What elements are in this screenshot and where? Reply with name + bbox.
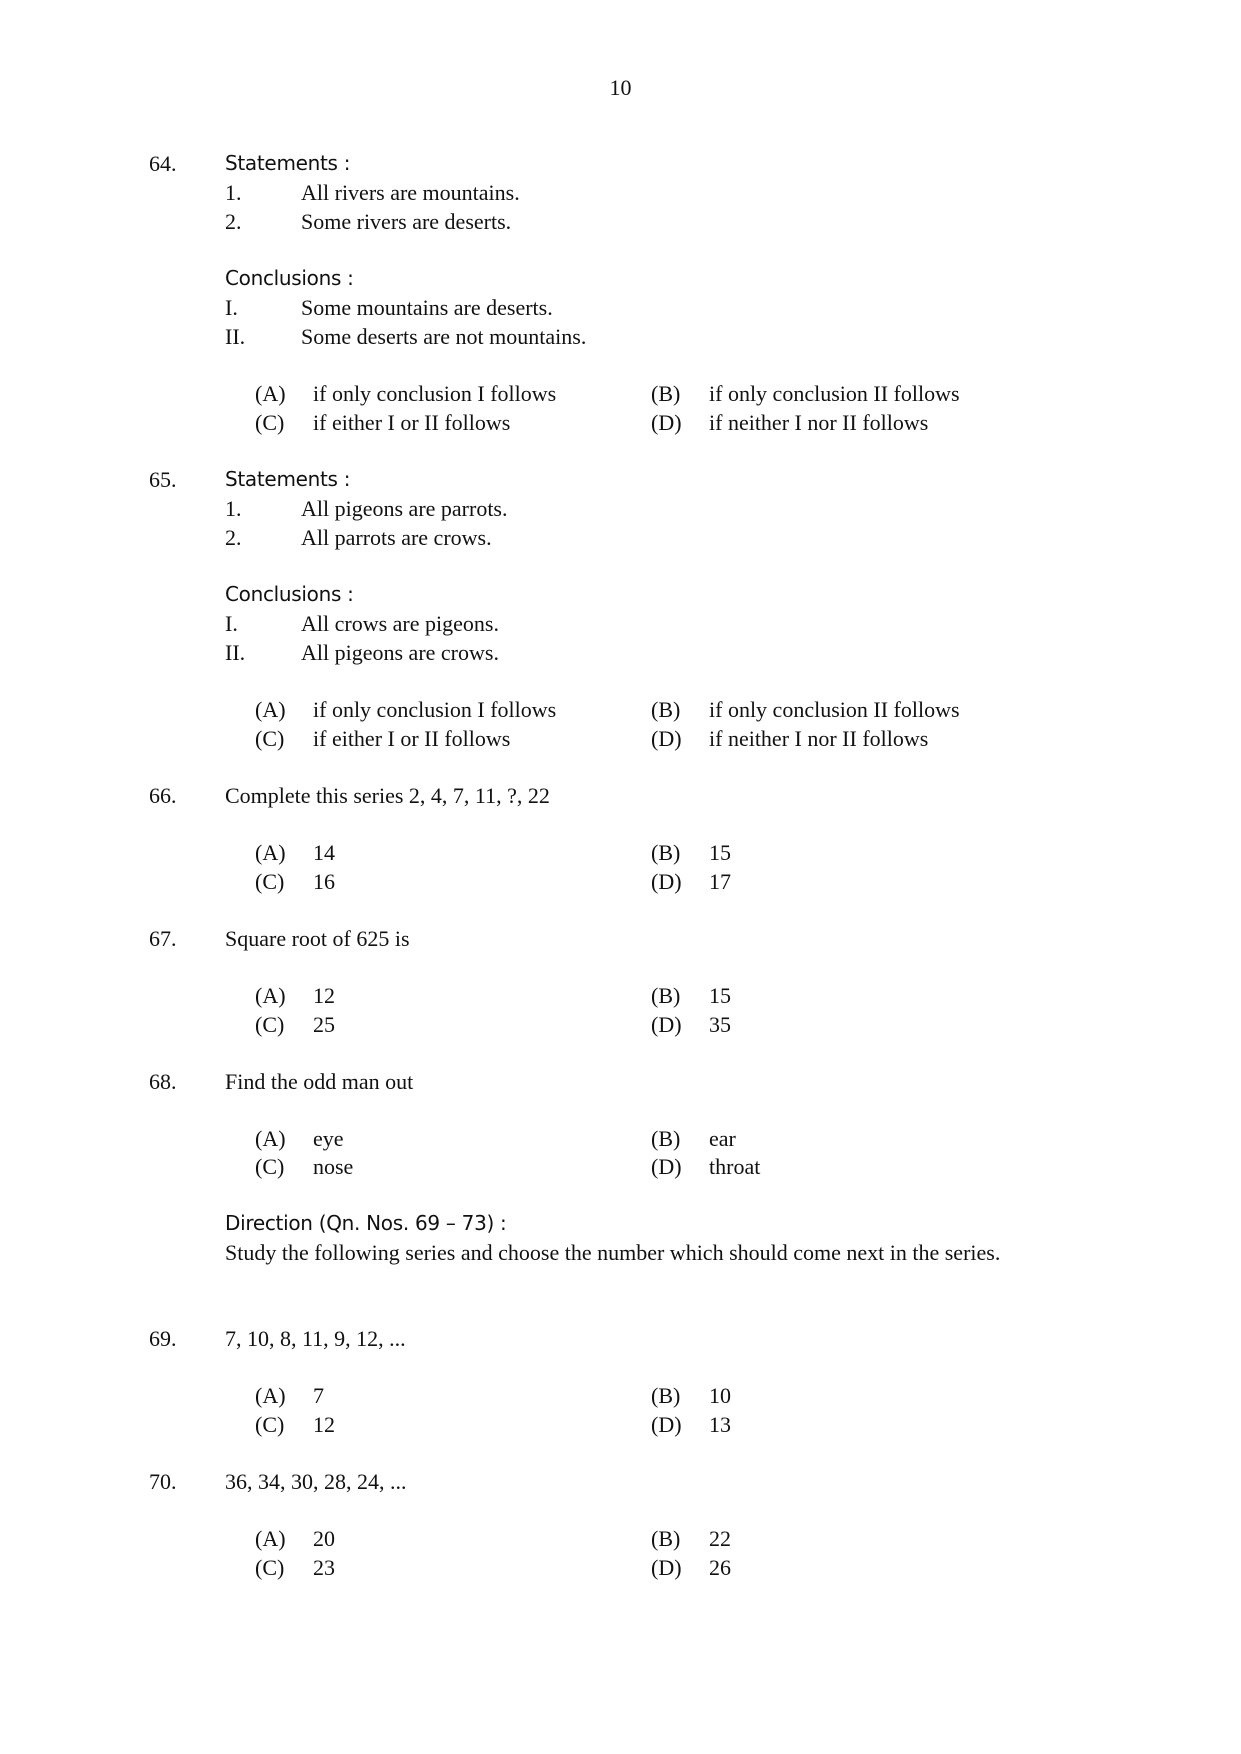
option-letter: (B) <box>651 1526 681 1551</box>
option-text: 22 <box>709 1526 731 1551</box>
option-text: 23 <box>313 1555 335 1580</box>
option-letter: (A) <box>255 1126 286 1151</box>
option-text: 15 <box>709 840 731 865</box>
option-letter: (A) <box>255 697 286 722</box>
option-text: throat <box>709 1154 761 1179</box>
option-text: 7 <box>313 1383 324 1408</box>
option-text: if neither I nor II follows <box>709 410 929 435</box>
option-letter: (A) <box>255 1526 286 1551</box>
statement-text: All parrots are crows. <box>301 525 492 550</box>
page-number: 10 <box>609 75 632 100</box>
question-number: 67. <box>149 926 177 951</box>
question-number: 70. <box>149 1469 177 1494</box>
option-text: 12 <box>313 983 335 1008</box>
option-text: 14 <box>313 840 335 865</box>
option-text: if either I or II follows <box>313 726 511 751</box>
option-text: 20 <box>313 1526 335 1551</box>
conclusion-text: All crows are pigeons. <box>301 611 499 636</box>
conclusion-text: Some mountains are deserts. <box>301 295 553 320</box>
option-letter: (A) <box>255 1383 286 1408</box>
option-text: 15 <box>709 983 731 1008</box>
option-letter: (D) <box>651 1012 682 1037</box>
option-letter: (C) <box>255 869 285 894</box>
option-letter: (C) <box>255 1412 285 1437</box>
question-text: 7, 10, 8, 11, 9, 12, ... <box>225 1326 406 1351</box>
option-letter: (A) <box>255 381 286 406</box>
option-letter: (C) <box>255 1012 285 1037</box>
conclusion-marker: I. <box>225 611 238 636</box>
question-text: 36, 34, 30, 28, 24, ... <box>225 1469 407 1494</box>
option-text: 17 <box>709 869 731 894</box>
question-number: 69. <box>149 1326 177 1351</box>
statement-text: All rivers are mountains. <box>301 180 520 205</box>
option-text: 12 <box>313 1412 335 1437</box>
option-text: if only conclusion II follows <box>709 381 960 406</box>
conclusion-text: All pigeons are crows. <box>301 640 499 665</box>
option-text: 13 <box>709 1412 731 1437</box>
conclusions-heading: Conclusions : <box>225 582 354 606</box>
option-text: if neither I nor II follows <box>709 726 929 751</box>
statements-heading: Statements : <box>225 467 351 491</box>
option-text: eye <box>313 1126 344 1151</box>
conclusion-marker: I. <box>225 295 238 320</box>
option-letter: (B) <box>651 1126 681 1151</box>
option-text: 26 <box>709 1555 731 1580</box>
statement-marker: 2. <box>225 525 242 550</box>
option-letter: (D) <box>651 1555 682 1580</box>
question-number: 64. <box>149 151 177 176</box>
option-text: 35 <box>709 1012 731 1037</box>
conclusion-marker: II. <box>225 324 246 349</box>
option-letter: (B) <box>651 840 681 865</box>
statement-text: Some rivers are deserts. <box>301 209 512 234</box>
option-text: ear <box>709 1126 736 1151</box>
option-text: 25 <box>313 1012 335 1037</box>
option-letter: (D) <box>651 869 682 894</box>
option-letter: (D) <box>651 410 682 435</box>
option-text: 10 <box>709 1383 731 1408</box>
option-letter: (B) <box>651 983 681 1008</box>
option-text: if either I or II follows <box>313 410 511 435</box>
question-text: Square root of 625 is <box>225 926 410 951</box>
question-text: Complete this series 2, 4, 7, 11, ?, 22 <box>225 783 550 808</box>
option-letter: (A) <box>255 983 286 1008</box>
conclusion-text: Some deserts are not mountains. <box>301 324 587 349</box>
statement-marker: 1. <box>225 180 242 205</box>
option-letter: (D) <box>651 1412 682 1437</box>
option-letter: (B) <box>651 1383 681 1408</box>
option-letter: (C) <box>255 410 285 435</box>
question-number: 66. <box>149 783 177 808</box>
option-text: if only conclusion I follows <box>313 381 557 406</box>
option-text: nose <box>313 1154 354 1179</box>
option-text: if only conclusion I follows <box>313 697 557 722</box>
option-letter: (B) <box>651 697 681 722</box>
statement-marker: 2. <box>225 209 242 234</box>
direction-heading: Direction (Qn. Nos. 69 – 73) : <box>225 1211 507 1235</box>
statements-heading: Statements : <box>225 151 351 175</box>
option-letter: (C) <box>255 726 285 751</box>
question-text: Find the odd man out <box>225 1069 414 1094</box>
statement-marker: 1. <box>225 496 242 521</box>
question-number: 65. <box>149 467 177 492</box>
conclusion-marker: II. <box>225 640 246 665</box>
option-text: 16 <box>313 869 335 894</box>
option-letter: (D) <box>651 1154 682 1179</box>
option-letter: (C) <box>255 1555 285 1580</box>
option-letter: (B) <box>651 381 681 406</box>
option-letter: (C) <box>255 1154 285 1179</box>
direction-text: Study the following series and choose the number which should come next in the series. <box>225 1240 1001 1265</box>
option-letter: (A) <box>255 840 286 865</box>
conclusions-heading: Conclusions : <box>225 266 354 290</box>
statement-text: All pigeons are parrots. <box>301 496 508 521</box>
option-text: if only conclusion II follows <box>709 697 960 722</box>
option-letter: (D) <box>651 726 682 751</box>
question-number: 68. <box>149 1069 177 1094</box>
